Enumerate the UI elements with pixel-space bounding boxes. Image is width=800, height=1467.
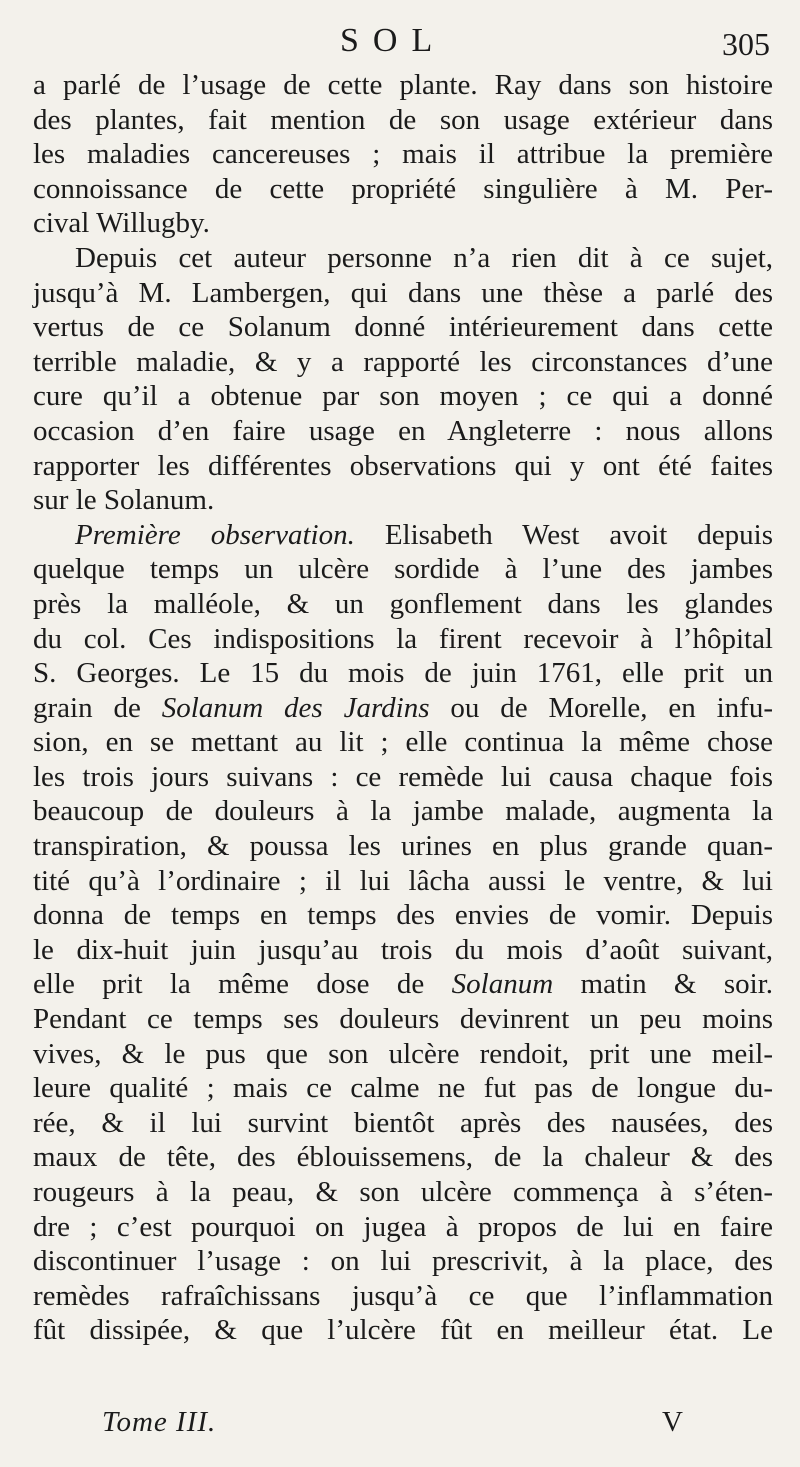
paragraph-3 [33,518,773,1348]
text-line: Depuis cet auteur personne n’a rien dit à ce sujet, [75,241,773,274]
text-line: sion, en se mettant au lit ; elle continua la même chose [33,726,773,759]
italic-term: Solanum [451,968,554,1001]
text-fragment: matin & soir. [553,968,774,1001]
text-line: beaucoup de douleurs à la jambe malade, augmenta la [33,795,773,828]
running-title: SOL [340,22,447,59]
text-line [33,967,773,1002]
text-line: connoissance de cette propriété singulière à M. Per- [33,172,773,205]
text-line: jusqu’à M. Lambergen, qui dans une thèse a parlé des [33,276,773,309]
text-line: rée, & il lui survint bientôt après des nausées, des [33,1106,773,1139]
page-number: 305 [722,26,770,62]
text-line: dre ; c’est pourquoi on jugea à propos de lui en faire [33,1210,773,1243]
text-line: transpiration, & poussa les urines en plus grande quan- [33,830,773,863]
text-line: les maladies cancereuses ; mais il attribue la première [33,138,773,171]
text-line: a parlé de l’usage de cette plante. Ray dans son histoire [33,69,773,101]
text-line: terrible maladie, & y a rapporté les circonstances d’une [33,345,773,378]
running-head [0,22,800,66]
text-line: quelque temps un ulcère sordide à l’une des jambes [33,553,773,586]
text-line: tité qu’à l’ordinaire ; il lui lâcha aussi le ventre, & lui [33,864,773,897]
volume-label: Tome III. [102,1406,217,1438]
body-text [33,68,773,1348]
text-line: cival Willugby. [33,207,210,240]
text-fragment: grain de [33,691,162,724]
paragraph-1 [33,68,773,241]
paragraph-2 [33,241,773,518]
text-line: rapporter les différentes observations qui y ont été faites [33,449,773,482]
text-line: du col. Ces indispositions la firent recevoir à l’hôpital [33,622,773,655]
text-line [33,518,773,553]
text-fragment: elle prit la même dose de [33,968,452,1001]
text-line: cure qu’il a obtenue par son moyen ; ce qui a donné [33,380,773,413]
text-line: des plantes, fait mention de son usage extérieur dans [33,103,773,136]
text-line: fût dissipée, & que l’ulcère fût en meilleur état. Le [33,1314,773,1347]
text-line: occasion d’en faire usage en Angleterre : nous allons [33,414,773,447]
text-fragment: ou de Morelle, en infu- [429,691,773,724]
text-line: leure qualité ; mais ce calme ne fut pas de longue du- [33,1072,773,1105]
signature-mark: V [662,1406,683,1438]
text-line [33,691,773,726]
text-line: le dix-huit juin jusqu’au trois du mois d’août suivant, [33,933,773,966]
text-line: discontinuer l’usage : on lui prescrivit, à la place, des [33,1245,773,1278]
text-line: donna de temps en temps des envies de vomir. Depuis [33,899,773,932]
text-line: sur le Solanum. [33,484,215,517]
text-line: vertus de ce Solanum donné intérieurement dans cette [33,311,773,344]
text-line: S. Georges. Le 15 du mois de juin 1761, elle prit un [33,657,773,690]
observation-heading: Première observation. [75,518,355,551]
page-footer [0,1406,800,1446]
text-line: remèdes rafraîchissans jusqu’à ce que l’inflammation [33,1279,773,1312]
italic-term: Solanum des Jardins [161,691,430,724]
text-line: les trois jours suivans : ce remède lui causa chaque fois [33,760,773,793]
text-line: près la malléole, & un gonflement dans les glandes [33,587,773,620]
text-line: maux de tête, des éblouissemens, de la chaleur & des [33,1141,773,1174]
text-fragment: Elisabeth West avoit depuis [354,518,773,551]
text-line: Pendant ce temps ses douleurs devinrent un peu moins [33,1003,773,1036]
text-line: vives, & le pus que son ulcère rendoit, prit une meil- [33,1037,773,1070]
text-line: rougeurs à la peau, & son ulcère commença à s’éten- [33,1176,773,1208]
